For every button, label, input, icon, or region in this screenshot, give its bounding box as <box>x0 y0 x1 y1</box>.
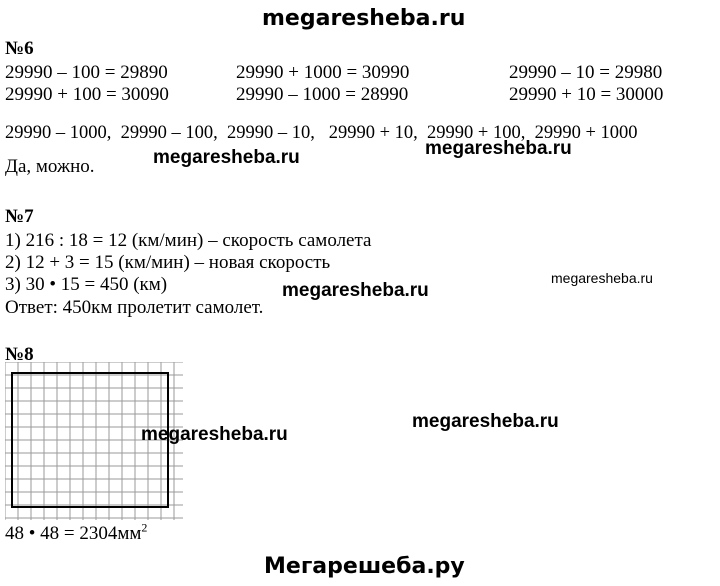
task6-order-line: 29990 – 1000, 29990 – 100, 29990 – 10, 29990 + 10, 29990 + 100, 29990 + 1000 <box>5 123 638 143</box>
equation-r1-c2: 29990 + 1000 = 30990 <box>236 62 410 83</box>
equation-r1-c1: 29990 – 100 = 29890 <box>5 62 168 83</box>
task7-heading: №7 <box>5 206 34 227</box>
equation-r2-c2: 29990 – 1000 = 28990 <box>236 84 409 105</box>
watermark-bottom: Мегарешеба.ру <box>264 554 465 579</box>
equation-r1-c3: 29990 – 10 = 29980 <box>509 62 663 83</box>
watermark-inline: megaresheba.ru <box>141 424 288 445</box>
watermark-inline: megaresheba.ru <box>282 280 429 301</box>
task7-step-2: 2) 12 + 3 = 15 (км/мин) – новая скорость <box>5 252 331 273</box>
task8-formula-text: 48 • 48 = 2304мм <box>5 523 142 544</box>
watermark-inline: megaresheba.ru <box>153 147 300 168</box>
watermark-small: megaresheba.ru <box>551 270 653 286</box>
task7-step-3: 3) 30 • 15 = 450 (км) <box>5 274 168 295</box>
equation-r2-c3: 29990 + 10 = 30000 <box>509 84 664 105</box>
watermark-top: megaresheba.ru <box>262 6 466 31</box>
task8-formula-exponent: 2 <box>141 520 148 535</box>
task6-heading: №6 <box>5 38 34 59</box>
task8-heading: №8 <box>5 344 34 365</box>
watermark-inline: megaresheba.ru <box>425 138 572 159</box>
task7-answer: Ответ: 450км пролетит самолет. <box>5 297 264 318</box>
task8-formula <box>5 520 148 545</box>
task6-answer: Да, можно. <box>5 156 95 177</box>
task7-step-1: 1) 216 : 18 = 12 (км/мин) – скорость самолета <box>5 230 372 251</box>
watermark-inline: megaresheba.ru <box>412 411 559 432</box>
equation-r2-c1: 29990 + 100 = 30090 <box>5 84 169 105</box>
